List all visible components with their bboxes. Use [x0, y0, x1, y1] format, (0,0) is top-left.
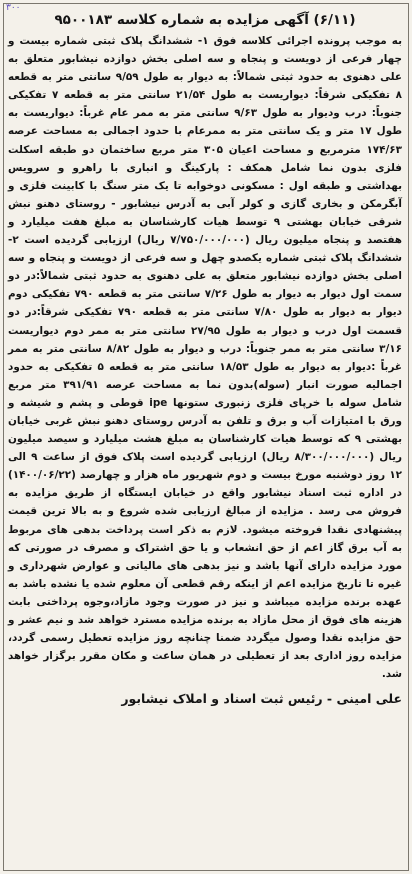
notice-body: به موجب پرونده اجرائی کلاسه فوق ۱- ششدانگ پلاک ثبتی شماره بیست و چهار فرعی از دویست و پنجاه و سه اصلی بخش دوازده نیشابور متعلق به علی دهنوی به حدود ثبتی شمالاً: به دیوار به طول ۹/۵۹ سانتی متر به قطعه ۸ تفکیکی شرقاً: دیواریست به طول ۲۱/۵۴ سانتی متر به قطعه ۷ تفکیکی جنوباً: درب ودیوار به طول ۹/۶۳ سانتی متر به ممر عام غرباً: دیواریست به طول ۱۷ متر و یک سانتی متر به ممرعام با حدود اجمالی به مساحت عرصه ۱۷۴/۶۳ مترمربع و مساحت اعیان ۳۰۵ متر مربع ساختمان دو طبقه اسکلت فلزی بدون نما شامل همکف : پارکینگ و انباری با راهرو و سرویس بهداشتی و طبقه اول : مسکونی دوخوابه تا یک متر سنگ با کابینت فلزی و آبگرمکن و بخاری گازی و کولر آبی به آدرس نیشابور - روستای دهنو نبش شرقی خیابان بهشتی ۹ توسط هیات کارشناسان به مبلغ هفت میلیارد و هفتصد و پنجاه میلیون ریال (۷/۷۵۰/۰۰۰/۰۰۰ ریال) ارزیابی گردیده است ۲- ششدانگ پلاک ثبتی شماره یکصدو چهل و سه فرعی از دویست و پنجاه و سه اصلی بخش دوازده نیشابور متعلق به علی دهنوی به حدود ثبتی شمالاً:در دو سمت اول دیوار به دیوار به طول ۷/۲۶ سانتی متر به قطعه ۷۹۰ تفکیکی دوم دیوار به دیوار به طول ۷/۸۰ سانتی متر به قطعه ۷۹۰ تفکیکی شرقاً:در دو قسمت اول درب و دیوار به طول ۲۷/۹۵ سانتی متر به ممر دوم دیواریست ۳/۱۶ سانتی متر به ممر جنوباً: درب و دیوار به طول ۸/۸۲ سانتی متر به ممر غرباً :دیوار به دیوار به طول ۱۸/۵۳ سانتی متر به قطعه ۵ تفکیکی به حدود اجمالیه صورت انبار (سوله)بدون نما به مساحت عرصه ۳۹۱/۹۱ متر مربع شامل سوله با خرپای فلزی زنبوری ستونها ipe قوطی و پشم و شیشه و ورق با امتیازات آب و برق و تلفن به آدرس روستای دهنو نبش غربی خیابان بهشتی ۹ که توسط هیات کارشناسان به مبلغ هشت میلیارد و سیصد میلیون ریال (۸/۳۰۰/۰۰۰/۰۰۰ ریال) ارزیابی گردیده است پلاک فوق از ساعت ۹ الی ۱۲ روز دوشنبه مورخ بیست و دوم شهریور ماه هزار و چهارصد (۱۴۰۰/۰۶/۲۲) در اداره ثبت اسناد نیشابور واقع در خیابان ایستگاه از طریق مزایده به فروش می رسد . مزایده از مبالغ ارزیابی شده شروع و به بالا ترین قیمت پیشنهادی نقدا فروخته میشود. لازم به ذکر است پرداخت بدهی های مربوط به آب برق گاز اعم از حق انشعاب و یا حق اشتراک و مصرف در صورتی که مورد مزایده دارای آنها باشد و نیز بدهی های مالیاتی و عوارض شهرداری و غیره تا تاریخ مزایده اعم از اینکه رقم قطعی آن معلوم شده یا نشده باشد به عهده برنده مزایده میباشد و نیز در صورت وجود مازاد،وجوه پرداختی بابت هزینه های فوق از محل مازاد به برنده مزایده مسترد خواهد شد و نیم عشر و حق مزایده نقدا وصول میگردد ضمنا چنانچه روز مزایده تعطیل رسمی گردد، مزایده روز اداری بعد از تعطیلی در همان ساعت و مکان مقرر برگزار خواهد شد.	[8, 35, 403, 681]
notice-signature: علی امینی - رئیس ثبت اسناد و املاک نیشابور	[121, 691, 402, 707]
page-number: ۳۰۰	[6, 3, 21, 13]
notice-title: (۶/۱۱) آگهی مزایده به شماره کلاسه ۹۵۰۰۱۸۳	[54, 12, 356, 28]
